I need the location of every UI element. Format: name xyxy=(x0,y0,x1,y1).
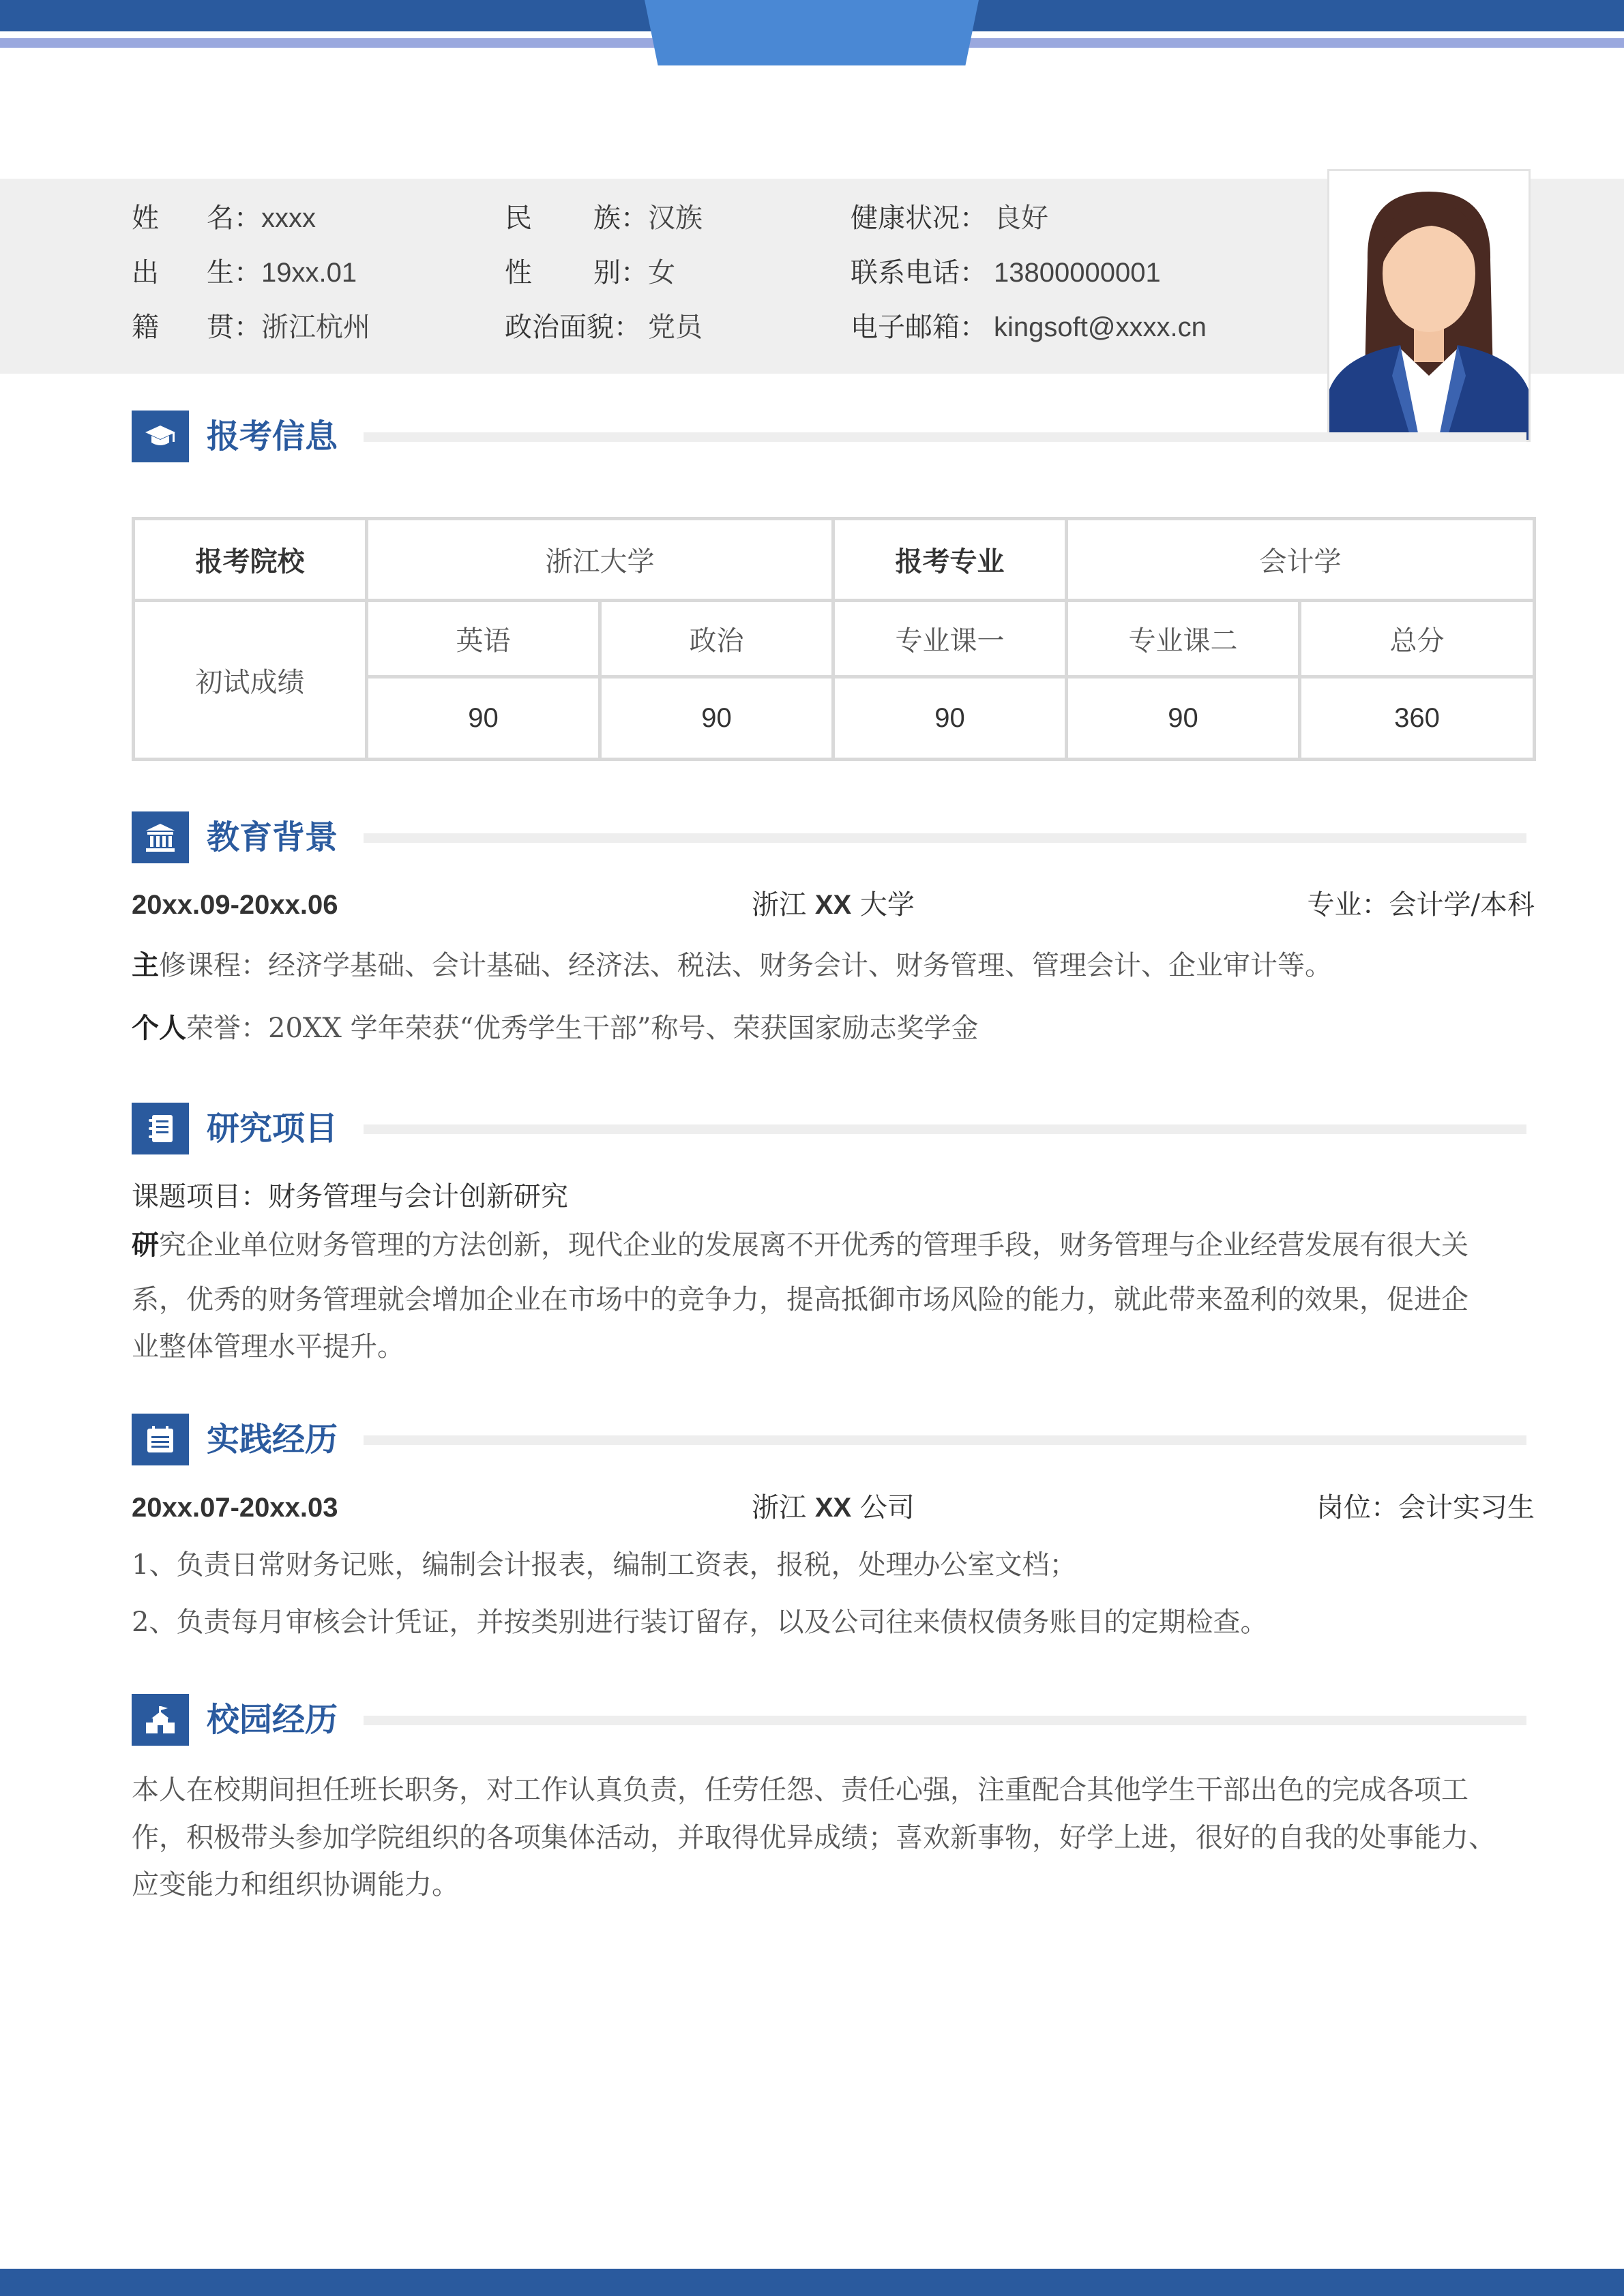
research-body-line: 系，优秀的财务管理就会增加企业在市场中的竞争力，提高抵御市场风险的能力，就此带来盈利的效果，促进企 xyxy=(132,1284,1468,1315)
origin-value: 浙江杭州 xyxy=(261,312,370,343)
email-label: 电子邮箱： xyxy=(851,312,987,343)
institution-icon xyxy=(132,811,189,863)
bottom-band xyxy=(0,2269,1624,2296)
top-tab xyxy=(645,0,979,65)
notebook-icon xyxy=(132,1103,189,1154)
section-header-research xyxy=(132,1103,1526,1154)
phone-label: 联系电话： xyxy=(851,257,987,288)
name-label: 姓 名： xyxy=(132,203,261,234)
email-value: kingsoft@xxxx.cn xyxy=(994,312,1207,342)
profile-photo xyxy=(1327,169,1531,442)
practice-position: 岗位：会计实习生 xyxy=(1316,1492,1535,1523)
section-header-exam xyxy=(132,411,1526,462)
origin-label: 籍 贯： xyxy=(132,312,261,343)
education-courses: 主修课程：经济学基础、会计基础、经济法、税法、财务会计、财务管理、管理会计、企业审计等。 xyxy=(132,949,1332,981)
exam-info-table xyxy=(132,517,1536,761)
subject-cell: 总分 xyxy=(1300,601,1535,677)
education-honors: 个人荣誉：20XX 学年荣获“优秀学生干部”称号、荣获国家励志奖学金 xyxy=(132,1012,979,1044)
section-rule xyxy=(364,1124,1526,1134)
school-label-cell: 报考院校 xyxy=(134,519,367,601)
section-title-campus: 校园经历 xyxy=(207,1701,338,1739)
score-label-cell: 初试成绩 xyxy=(134,601,367,760)
practice-duty: 1、负责日常财务记账，编制会计报表，编制工资表，报税，处理办公室文档； xyxy=(132,1549,1077,1581)
section-rule xyxy=(364,1716,1526,1725)
campus-body-line: 应变能力和组织协调能力。 xyxy=(132,1869,459,1900)
phone-value: 13800000001 xyxy=(994,258,1161,288)
education-school: 浙江 XX 大学 xyxy=(752,889,915,921)
section-header-education xyxy=(132,811,1526,863)
practice-date: 20xx.07-20xx.03 xyxy=(132,1493,338,1523)
campus-body-line: 本人在校期间担任班长职务，对工作认真负责，任劳任怨、责任心强，注重配合其他学生干部出色的完成各项工 xyxy=(132,1774,1468,1806)
section-title-exam: 报考信息 xyxy=(207,417,338,456)
campus-body-line: 作，积极带头参加学院组织的各项集体活动，并取得优异成绩；喜欢新事物，好学上进，很好的自我的处事能力、 xyxy=(132,1822,1496,1853)
section-header-campus xyxy=(132,1694,1526,1746)
name-row xyxy=(132,198,316,239)
email-row xyxy=(851,307,1207,348)
section-rule xyxy=(364,833,1526,843)
gender-row xyxy=(505,252,675,293)
section-title-research: 研究项目 xyxy=(207,1109,338,1148)
politics-row xyxy=(505,307,703,348)
ethnic-value: 汉族 xyxy=(648,203,703,234)
major-value-cell: 会计学 xyxy=(1067,519,1535,601)
subject-cell: 专业课一 xyxy=(833,601,1067,677)
ethnic-label: 民 族： xyxy=(505,203,648,234)
education-major: 专业：会计学/本科 xyxy=(1307,889,1535,921)
research-body-line: 研究企业单位财务管理的方法创新，现代企业的发展离不开优秀的管理手段，财务管理与企业经营发展有很大关 xyxy=(132,1229,1468,1261)
education-date: 20xx.09-20xx.06 xyxy=(132,890,338,920)
health-row xyxy=(851,198,1048,239)
section-title-education: 教育背景 xyxy=(207,818,338,856)
research-topic: 课题项目：财务管理与会计创新研究 xyxy=(132,1181,568,1212)
research-body-line: 业整体管理水平提升。 xyxy=(132,1331,404,1362)
birth-row xyxy=(132,252,357,293)
score-cell: 360 xyxy=(1300,677,1535,760)
gender-value: 女 xyxy=(648,257,675,288)
subject-cell: 政治 xyxy=(600,601,833,677)
score-cell: 90 xyxy=(600,677,833,760)
score-cell: 90 xyxy=(367,677,600,760)
personal-info xyxy=(132,198,1291,361)
section-rule xyxy=(364,1435,1526,1445)
calendar-icon xyxy=(132,1414,189,1465)
avatar-illustration xyxy=(1329,171,1529,440)
school-icon xyxy=(132,1694,189,1746)
health-value: 良好 xyxy=(994,203,1048,234)
table-row xyxy=(134,601,1535,677)
score-cell: 90 xyxy=(833,677,1067,760)
section-rule xyxy=(364,432,1526,442)
birth-value: 19xx.01 xyxy=(261,258,357,288)
education-summary-row xyxy=(132,884,1535,925)
subject-cell: 专业课二 xyxy=(1067,601,1300,677)
section-header-practice xyxy=(132,1414,1526,1465)
origin-row xyxy=(132,307,370,348)
table-row xyxy=(134,519,1535,601)
practice-summary-row xyxy=(132,1487,1535,1528)
ethnic-row xyxy=(505,198,703,239)
health-label: 健康状况： xyxy=(851,203,987,234)
score-cell: 90 xyxy=(1067,677,1300,760)
graduation-cap-icon xyxy=(132,411,189,462)
major-label-cell: 报考专业 xyxy=(833,519,1067,601)
subject-cell: 英语 xyxy=(367,601,600,677)
politics-label: 政治面貌： xyxy=(505,312,641,343)
birth-label: 出 生： xyxy=(132,257,261,288)
practice-duty: 2、负责每月审核会计凭证，并按类别进行装订留存，以及公司往来债权债务账目的定期检查。 xyxy=(132,1607,1268,1638)
gender-label: 性 别： xyxy=(505,257,648,288)
practice-company: 浙江 XX 公司 xyxy=(752,1492,915,1523)
phone-row xyxy=(851,252,1161,293)
politics-value: 党员 xyxy=(648,312,703,343)
name-value: xxxx xyxy=(261,203,316,233)
school-value-cell: 浙江大学 xyxy=(367,519,833,601)
section-title-practice: 实践经历 xyxy=(207,1420,338,1459)
